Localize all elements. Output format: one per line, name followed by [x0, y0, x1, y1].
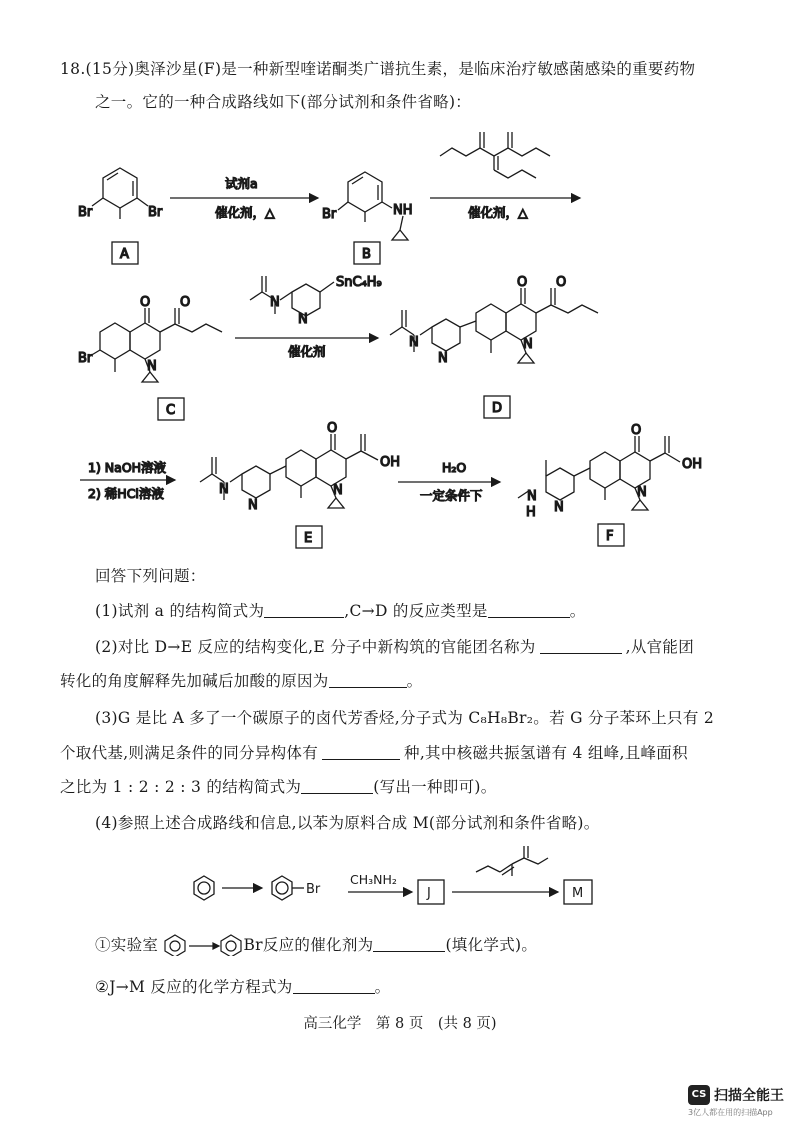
- atom-br: Br: [78, 205, 93, 220]
- atom-n: N: [333, 483, 343, 498]
- label-A: A: [120, 247, 129, 262]
- atom-br: Br: [78, 351, 93, 366]
- atom-n: N: [637, 485, 647, 500]
- bromobenzene-icon: [272, 876, 304, 900]
- page-footer: 高三化学 第 8 页 (共 8 页): [303, 1016, 497, 1032]
- q2-text-a: (2)对比 D→E 反应的结构变化,E 分子中新构筑的官能团名称为: [95, 638, 536, 656]
- q2-text-c: 转化的角度解释先加碱后加酸的原因为: [60, 672, 329, 690]
- atom-o: O: [180, 295, 191, 310]
- q2-text-b: ,从官能团: [625, 638, 695, 656]
- q3-text-b: 种,其中核磁共振氢谱有 4 组峰,且峰面积: [404, 744, 688, 762]
- atom-oh: OH: [682, 457, 703, 472]
- q4-sub1-c: (填化学式)。: [445, 936, 538, 954]
- q3-text-c: 之比为 1 : 2 : 2 : 3 的结构简式为: [60, 778, 302, 796]
- q2-blank-1[interactable]: [540, 637, 622, 654]
- reagent-ethoxymethylenemalonate: [440, 132, 550, 178]
- q1-text-b: ,C→D 的反应类型是: [344, 602, 488, 620]
- atom-n: N: [219, 482, 229, 497]
- compound-F-structure: [518, 436, 680, 510]
- box-J: [418, 880, 444, 904]
- scanner-name: 扫描全能王: [714, 1087, 784, 1104]
- label-M: M: [572, 886, 584, 901]
- label-F: F: [606, 529, 614, 544]
- benzene-icon: [194, 876, 214, 900]
- step2-condition: 催化剂，△: [468, 205, 528, 220]
- q1-blank-1[interactable]: [264, 601, 344, 618]
- q4-reagent: CH₃NH₂: [350, 872, 397, 887]
- q1: [95, 600, 586, 622]
- label-B: B: [362, 247, 371, 262]
- stannyl-group: SnC₄H₉: [336, 275, 382, 290]
- synthesis-scheme: [0, 120, 800, 680]
- atom-br: Br: [322, 207, 337, 222]
- atom-h: H: [526, 505, 536, 520]
- q3-line2: [60, 742, 688, 764]
- atom-o: O: [517, 275, 528, 290]
- q2-line2: [60, 670, 422, 692]
- atom-n: N: [298, 312, 308, 327]
- label-C: C: [166, 403, 176, 418]
- label-J: J: [427, 886, 431, 901]
- atom-n: N: [554, 500, 564, 515]
- atom-n: N: [527, 489, 537, 504]
- scanner-slogan: 3亿人都在用的扫描App: [688, 1107, 773, 1117]
- q4-sub1: [95, 934, 537, 956]
- q4-sub1-a: ①实验室: [95, 936, 159, 954]
- step5-line1: H₂O: [442, 460, 467, 475]
- compound-D-structure: [390, 288, 598, 363]
- scanner-logo: [688, 1084, 784, 1118]
- benzene-to-bromobenzene-icon: [163, 934, 243, 956]
- q4-intro: (4)参照上述合成路线和信息,以苯为原料合成 M(部分试剂和条件省略)。: [95, 814, 600, 832]
- label-E: E: [304, 531, 313, 546]
- q4-blank-2[interactable]: [293, 977, 375, 994]
- q3-blank-1[interactable]: [322, 743, 400, 760]
- label-D: D: [492, 401, 503, 416]
- atom-n: N: [248, 498, 258, 513]
- step3-condition: 催化剂: [288, 344, 326, 359]
- step1-condition: 催化剂，△: [215, 205, 275, 220]
- atom-n: N: [523, 337, 533, 352]
- atom-oh: OH: [380, 455, 401, 470]
- step5-line2: 一定条件下: [420, 488, 483, 503]
- step1-reagent: 试剂a: [225, 176, 258, 191]
- q1-text-c: 。: [569, 602, 586, 620]
- atom-nh: NH: [393, 203, 413, 218]
- step4-line2: 2) 稀HCl溶液: [88, 486, 164, 501]
- atom-br: Br: [306, 882, 321, 897]
- compound-A-structure: [92, 168, 148, 219]
- q3-text-a: 个取代基,则满足条件的同分异构体有: [60, 744, 319, 762]
- q1-blank-2[interactable]: [488, 601, 570, 618]
- scanner-badge: CS: [688, 1085, 710, 1105]
- q3-line3: [60, 776, 497, 798]
- atom-br: Br: [148, 205, 163, 220]
- q4-blank-1[interactable]: [373, 935, 445, 952]
- q3-text-d: (写出一种即可)。: [373, 778, 497, 796]
- q3-line1: (3)G 是比 A 多了一个碳原子的卤代芳香烃,分子式为 C₈H₈Br₂。若 G 分子苯环上只有 2: [95, 709, 715, 727]
- q4-sub2-b: 。: [374, 978, 391, 996]
- q4-scheme: [0, 840, 800, 910]
- intro-line-1: 18.(15分)奥泽沙星(F)是一种新型喹诺酮类广谱抗生素，是临床治疗敏感菌感染的重要药物: [60, 60, 696, 78]
- q1-text-a: (1)试剂 a 的结构简式为: [95, 602, 265, 620]
- reagent-stannylpyridine: [250, 276, 334, 316]
- atom-o: O: [140, 295, 151, 310]
- q3-blank-2[interactable]: [301, 777, 373, 794]
- atom-n: N: [147, 359, 157, 374]
- atom-n: N: [409, 335, 419, 350]
- q2-text-d: 。: [406, 672, 423, 690]
- q4-sub2-a: ②J→M 反应的化学方程式为: [95, 978, 293, 996]
- answer-intro: 回答下列问题：: [95, 567, 206, 585]
- q2-blank-2[interactable]: [329, 671, 407, 688]
- reagent-methyl-methoxymethacrylate: [476, 846, 548, 876]
- atom-o: O: [327, 421, 338, 436]
- q4-sub2: [95, 976, 390, 998]
- q4-sub1-b: Br反应的催化剂为: [243, 936, 374, 954]
- atom-n: N: [270, 295, 280, 310]
- atom-o: O: [631, 423, 642, 438]
- atom-n: N: [438, 351, 448, 366]
- q2-line1: [95, 636, 694, 658]
- intro-line-2: 之一。它的一种合成路线如下(部分试剂和条件省略)：: [95, 93, 472, 111]
- atom-o: O: [556, 275, 567, 290]
- step4-line1: 1) NaOH溶液: [88, 460, 167, 475]
